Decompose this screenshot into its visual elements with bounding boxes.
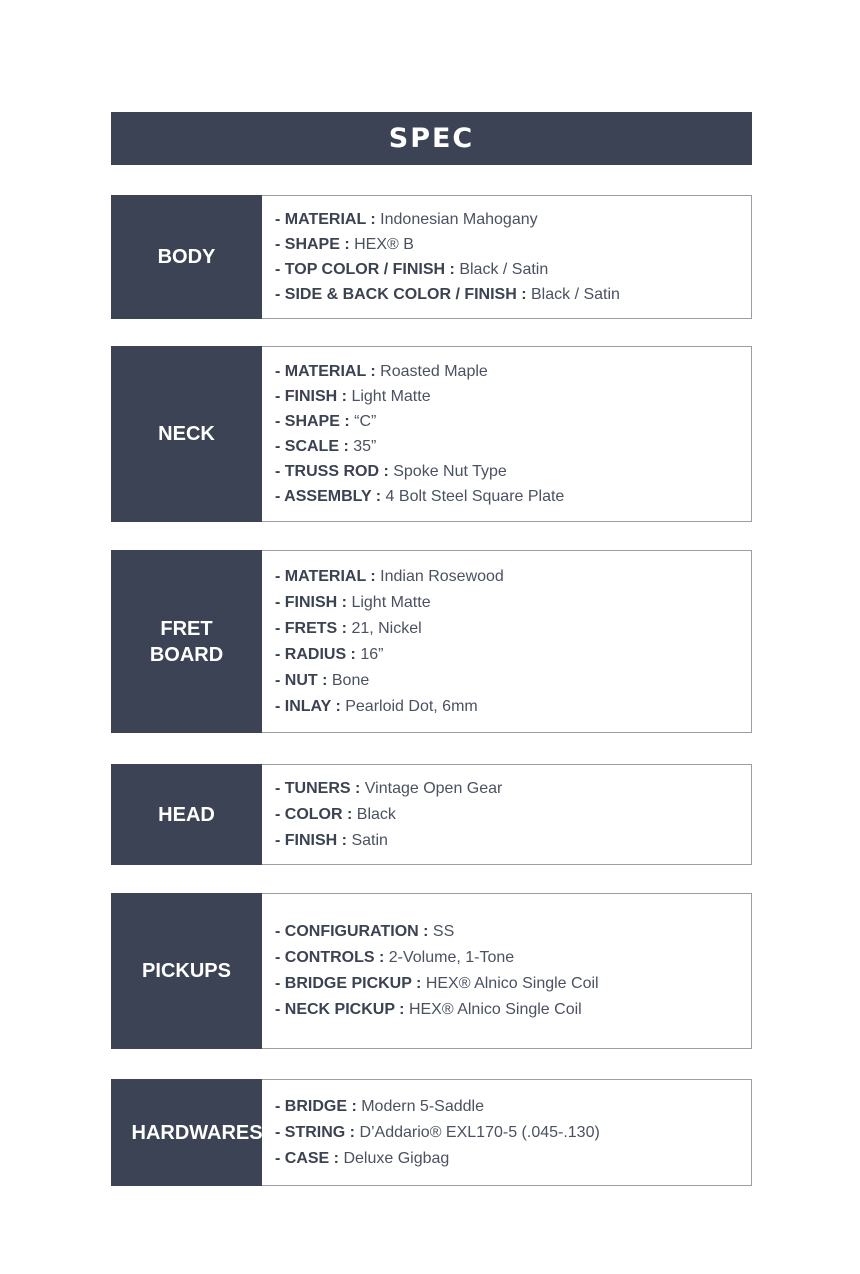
spec-key: - BRIDGE : — [275, 1097, 362, 1115]
spec-value: D’Addario® EXL170-5 (.045-.130) — [359, 1123, 600, 1141]
spec-key: - CASE : — [275, 1149, 344, 1167]
section-label — [111, 1079, 262, 1186]
spec-item — [275, 971, 751, 997]
spec-key: - NECK PICKUP : — [275, 1001, 409, 1018]
spec-key: - FRETS : — [275, 619, 352, 637]
spec-value: Deluxe Gigbag — [343, 1149, 450, 1167]
section-fret-board — [111, 550, 752, 733]
section-label — [111, 550, 262, 733]
section-label — [111, 195, 262, 319]
spec-item — [275, 997, 751, 1023]
spec-key: - TOP COLOR / FINISH : — [275, 261, 460, 278]
spec-key: - RADIUS : — [275, 645, 361, 663]
spec-key: - NUT : — [275, 671, 332, 689]
section-label-text: NECK — [158, 423, 215, 445]
spec-key: - SCALE : — [275, 438, 354, 455]
spec-value: HEX® B — [354, 236, 414, 253]
spec-item — [275, 1146, 751, 1172]
spec-value: HEX® Alnico Single Coil — [408, 1001, 582, 1018]
spec-item — [275, 434, 751, 459]
spec-key: - FINISH : — [275, 388, 352, 405]
spec-key: - SHAPE : — [275, 413, 355, 430]
spec-value: Vintage Open Gear — [364, 779, 503, 797]
spec-key: - TRUSS ROD : — [275, 463, 394, 480]
spec-list — [262, 764, 752, 865]
spec-key: - CONFIGURATION : — [275, 923, 433, 940]
spec-item — [275, 668, 751, 694]
spec-value: 21, Nickel — [351, 619, 422, 637]
section-label-text: PICKUPS — [142, 960, 231, 982]
spec-item — [275, 642, 751, 668]
spec-title-bar — [111, 112, 752, 165]
spec-list — [262, 346, 752, 522]
section-hardwares — [111, 1079, 752, 1186]
spec-key: - BRIDGE PICKUP : — [275, 975, 426, 992]
spec-key: - SIDE & BACK COLOR / FINISH : — [275, 286, 531, 303]
spec-value: Black / Satin — [459, 261, 549, 278]
spec-list — [262, 1079, 752, 1186]
section-label — [111, 893, 262, 1049]
spec-item — [275, 828, 751, 854]
spec-key: - COLOR : — [275, 805, 357, 823]
section-label-text: BODY — [157, 246, 216, 268]
section-head — [111, 764, 752, 865]
spec-item — [275, 1094, 751, 1120]
spec-value: SS — [432, 923, 455, 940]
spec-value: Light Matte — [351, 388, 431, 405]
spec-value: Light Matte — [351, 593, 431, 611]
spec-key: - CONTROLS : — [275, 949, 389, 966]
spec-key: - SHAPE : — [275, 236, 355, 253]
spec-value: Indian Rosewood — [380, 567, 504, 585]
spec-key: - MATERIAL : — [275, 363, 381, 380]
spec-key: - FINISH : — [275, 831, 352, 849]
spec-item — [275, 359, 751, 384]
spec-item — [275, 207, 751, 232]
spec-value: Indonesian Mahogany — [380, 211, 538, 228]
spec-value: Roasted Maple — [380, 363, 488, 380]
spec-item — [275, 919, 751, 945]
spec-item — [275, 616, 751, 642]
spec-value: Bone — [331, 671, 370, 689]
spec-key: - INLAY : — [275, 697, 346, 715]
spec-item — [275, 232, 751, 257]
spec-key: - FINISH : — [275, 593, 352, 611]
section-neck — [111, 346, 752, 522]
section-label-text: HARDWARES — [131, 1121, 263, 1144]
spec-value: Satin — [351, 831, 388, 849]
page-title: SPEC — [388, 123, 475, 154]
spec-list — [262, 550, 752, 733]
spec-item — [275, 257, 751, 282]
spec-list — [262, 893, 752, 1049]
spec-value: 4 Bolt Steel Square Plate — [385, 488, 565, 505]
spec-value: Black — [356, 805, 396, 823]
section-label — [111, 764, 262, 865]
spec-value: “C” — [354, 413, 377, 430]
spec-key: - TUNERS : — [275, 779, 365, 797]
spec-key: - STRING : — [275, 1123, 360, 1141]
spec-value: Pearloid Dot, 6mm — [345, 697, 478, 715]
spec-key: - MATERIAL : — [275, 567, 381, 585]
spec-key: - ASSEMBLY : — [275, 488, 386, 505]
section-body — [111, 195, 752, 319]
spec-item — [275, 802, 751, 828]
spec-item — [275, 409, 751, 434]
spec-value: 16” — [360, 645, 384, 663]
spec-item — [275, 945, 751, 971]
spec-item — [275, 564, 751, 590]
spec-value: Modern 5-Saddle — [361, 1097, 484, 1115]
section-pickups — [111, 893, 752, 1049]
spec-value: 35” — [353, 438, 377, 455]
spec-value: Black / Satin — [531, 286, 620, 303]
spec-value: Spoke Nut Type — [393, 463, 507, 480]
spec-value: 2-Volume, 1-Tone — [388, 949, 515, 966]
spec-item — [275, 776, 751, 802]
spec-item — [275, 282, 751, 307]
section-label — [111, 346, 262, 522]
spec-item — [275, 590, 751, 616]
spec-value: HEX® Alnico Single Coil — [425, 975, 599, 992]
spec-list — [262, 195, 752, 319]
section-label-text: HEAD — [158, 803, 215, 826]
spec-item — [275, 384, 751, 409]
spec-item — [275, 1120, 751, 1146]
spec-key: - MATERIAL : — [275, 211, 381, 228]
section-label-text: FRET BOARD — [149, 617, 224, 666]
spec-item — [275, 459, 751, 484]
spec-item — [275, 694, 751, 720]
spec-item — [275, 484, 751, 509]
